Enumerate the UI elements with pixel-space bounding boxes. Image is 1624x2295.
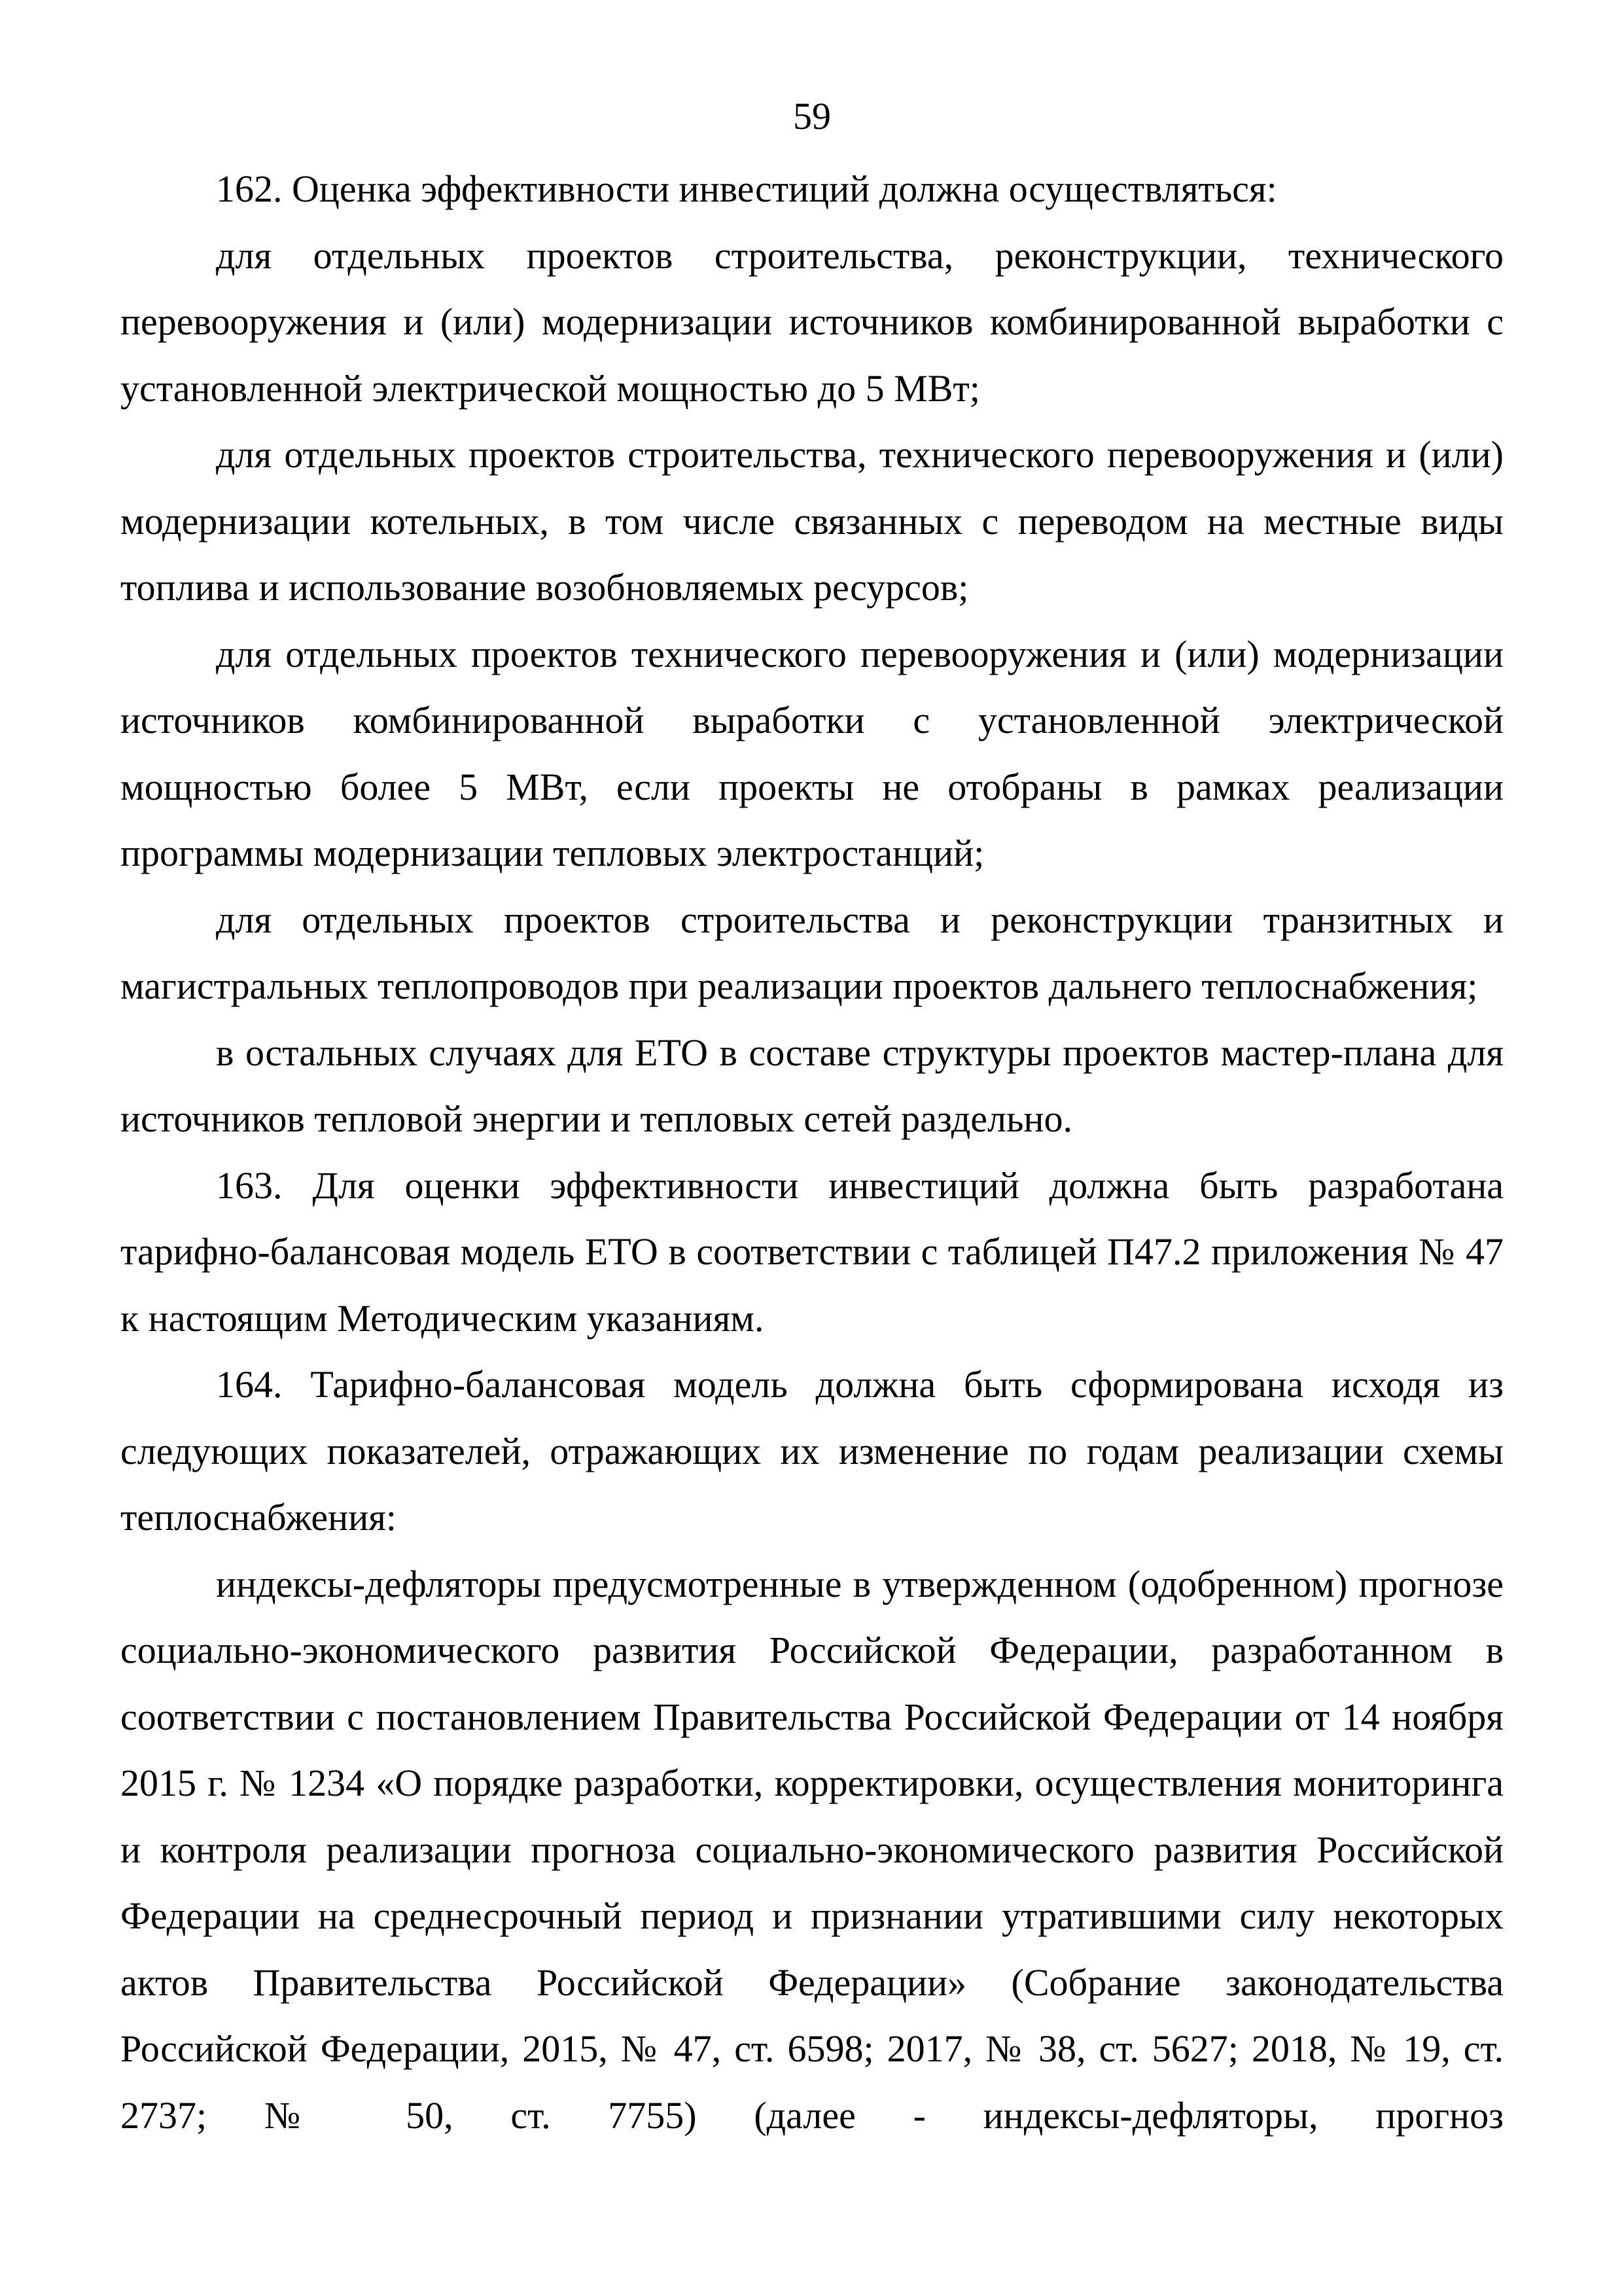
list-item-transit-pipelines: для отдельных проектов строительства и реконструкции транзитных и магистральных теплопроводов при реализации проектов дальнего теплоснабжения; [120, 898, 1504, 1007]
document-body [120, 156, 1504, 2148]
list-item-other-cases: в остальных случаях для ЕТО в составе структуры проектов мастер-плана для источников тепловой энергии и тепловых сетей раздельно. [120, 1031, 1504, 1140]
list-item-deflator-indices: индексы-дефляторы предусмотренные в утвержденном (одобренном) прогнозе социально-экономического развития Российской Федерации, разработанном в соответствии с постановлением Правительства Российской Федерации от 14 ноября 2015 г. № 1234 «О порядке разработки, корректировки, осуществления мониторинга и контроля реализации прогноза социально-экономического развития Российской Федерации на среднесрочный период и признании утратившими силу некоторых актов Правительства Российской Федерации» (Собрание законодательства Российской Федерации, 2015, № 47, ст. 6598; 2017, № 38, ст. 5627; 2018, № 19, ст. 2737; № 50, ст. 7755) (далее - индексы-дефляторы, прогноз [120, 1562, 1504, 2137]
list-item-cogeneration-over-5mw: для отдельных проектов технического перевооружения и (или) модернизации источников комбинированной выработки с установленной электрической мощностью более 5 МВт, если проекты не отобраны в рамках реализации программы модернизации тепловых электростанций; [120, 632, 1504, 874]
paragraph-163: 163. Для оценки эффективности инвестиций должна быть разработана тарифно-балансовая модель ЕТО в соответствии с таблицей П47.2 приложения № 47 к настоящим Методическим указаниям. [120, 1164, 1504, 1340]
paragraph-164: 164. Тарифно-балансовая модель должна быть сформирована исходя из следующих показателей, отражающих их изменение по годам реализации схемы теплоснабжения: [120, 1363, 1504, 1539]
list-item-cogeneration-up-to-5mw: для отдельных проектов строительства, реконструкции, технического перевооружения и (или) модернизации источников комбинированной выработки с установленной электрической мощностью до 5 МВт; [120, 234, 1504, 410]
list-item-boilers: для отдельных проектов строительства, технического перевооружения и (или) модернизации котельных, в том числе связанных с переводом на местные виды топлива и использование возобновляемых ресурсов; [120, 433, 1504, 609]
page-number: 59 [793, 95, 831, 137]
paragraph-162: 162. Оценка эффективности инвестиций должна осуществляться: [216, 168, 1277, 210]
